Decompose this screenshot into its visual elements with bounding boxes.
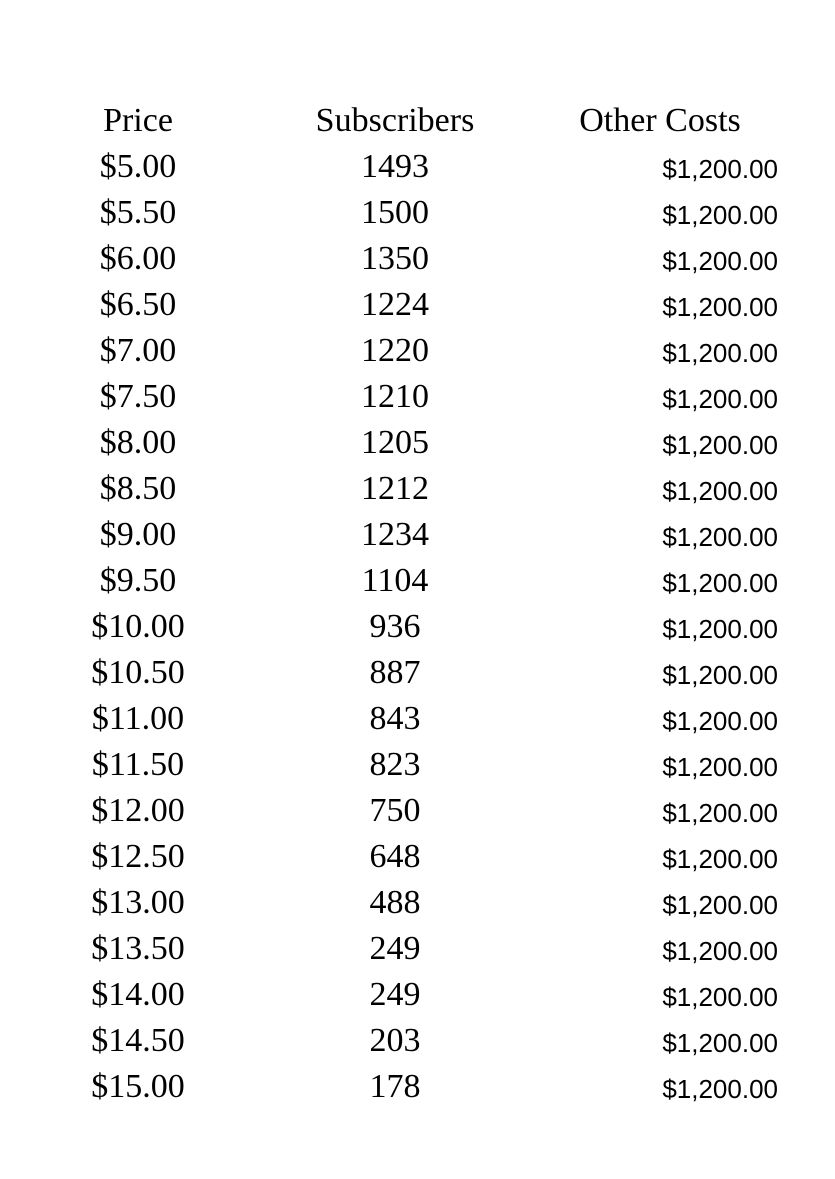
table-row (0, 374, 835, 420)
table-row (0, 512, 835, 558)
price-cell: $14.50 (91, 1022, 185, 1059)
other-costs-cell: $1,200.00 (662, 568, 778, 598)
table-row (0, 144, 835, 190)
price-cell: $9.00 (99, 516, 177, 553)
table-row (0, 604, 835, 650)
other-costs-cell: $1,200.00 (662, 660, 778, 690)
other-costs-cell: $1,200.00 (662, 1074, 778, 1104)
other-costs-cell: $1,200.00 (662, 476, 778, 506)
price-cell: $13.50 (91, 930, 185, 967)
subscribers-cell: 249 (369, 976, 421, 1013)
subscribers-cell: 488 (369, 884, 421, 921)
table-row (0, 650, 835, 696)
other-costs-cell: $1,200.00 (662, 1028, 778, 1058)
table-row (0, 1018, 835, 1064)
table-row (0, 236, 835, 282)
price-cell: $5.00 (99, 148, 177, 185)
price-cell: $14.00 (91, 976, 185, 1013)
price-cell: $6.50 (99, 286, 177, 323)
other-costs-cell: $1,200.00 (662, 982, 778, 1012)
table-row (0, 834, 835, 880)
other-costs-cell: $1,200.00 (662, 706, 778, 736)
price-cell: $8.00 (99, 424, 177, 461)
price-cell: $13.00 (91, 884, 185, 921)
table-row (0, 282, 835, 328)
subscribers-cell: 936 (369, 608, 421, 645)
subscribers-cell: 843 (369, 700, 421, 737)
subscribers-cell: 1212 (361, 470, 429, 507)
other-costs-cell: $1,200.00 (662, 752, 778, 782)
other-costs-cell: $1,200.00 (662, 338, 778, 368)
price-cell: $5.50 (99, 194, 177, 231)
table-row (0, 328, 835, 374)
other-costs-cell: $1,200.00 (662, 430, 778, 460)
subscribers-cell: 1104 (361, 562, 429, 599)
table-row (0, 972, 835, 1018)
table-row (0, 788, 835, 834)
table-row (0, 558, 835, 604)
other-costs-cell: $1,200.00 (662, 936, 778, 966)
table-row (0, 742, 835, 788)
subscribers-cell: 1234 (361, 516, 429, 553)
other-costs-cell: $1,200.00 (662, 844, 778, 874)
subscribers-cell: 1210 (361, 378, 429, 415)
table-row (0, 466, 835, 512)
subscribers-cell: 1493 (361, 148, 429, 185)
price-cell: $10.50 (91, 654, 185, 691)
table-header-row (0, 98, 835, 144)
subscribers-cell: 249 (369, 930, 421, 967)
table-row (0, 696, 835, 742)
other-costs-cell: $1,200.00 (662, 384, 778, 414)
price-cell: $10.00 (91, 608, 185, 645)
pricing-table (0, 98, 835, 1110)
other-costs-cell: $1,200.00 (662, 890, 778, 920)
subscribers-cell: 178 (369, 1068, 421, 1105)
subscribers-cell: 203 (369, 1022, 421, 1059)
other-costs-cell: $1,200.00 (662, 246, 778, 276)
price-cell: $15.00 (91, 1068, 185, 1105)
subscribers-cell: 887 (369, 654, 421, 691)
subscribers-cell: 648 (369, 838, 421, 875)
price-cell: $7.00 (99, 332, 177, 369)
price-cell: $12.50 (91, 838, 185, 875)
table-row (0, 1064, 835, 1110)
subscribers-cell: 1205 (361, 424, 429, 461)
header-price: Price (103, 102, 173, 139)
subscribers-cell: 1224 (361, 286, 429, 323)
price-cell: $11.00 (91, 700, 185, 737)
table-body (0, 144, 835, 1110)
other-costs-cell: $1,200.00 (662, 200, 778, 230)
other-costs-cell: $1,200.00 (662, 154, 778, 184)
other-costs-cell: $1,200.00 (662, 522, 778, 552)
table-row (0, 926, 835, 972)
header-other-costs: Other Costs (579, 102, 741, 139)
header-subscribers: Subscribers (315, 102, 475, 139)
subscribers-cell: 823 (369, 746, 421, 783)
price-cell: $12.00 (91, 792, 185, 829)
price-cell: $9.50 (99, 562, 177, 599)
subscribers-cell: 1220 (361, 332, 429, 369)
price-cell: $11.50 (91, 746, 185, 783)
table-row (0, 420, 835, 466)
price-cell: $7.50 (99, 378, 177, 415)
price-cell: $6.00 (99, 240, 177, 277)
subscribers-cell: 1500 (361, 194, 429, 231)
table-row (0, 190, 835, 236)
subscribers-cell: 750 (369, 792, 421, 829)
price-cell: $8.50 (99, 470, 177, 507)
other-costs-cell: $1,200.00 (662, 614, 778, 644)
subscribers-cell: 1350 (361, 240, 429, 277)
other-costs-cell: $1,200.00 (662, 292, 778, 322)
other-costs-cell: $1,200.00 (662, 798, 778, 828)
table-row (0, 880, 835, 926)
